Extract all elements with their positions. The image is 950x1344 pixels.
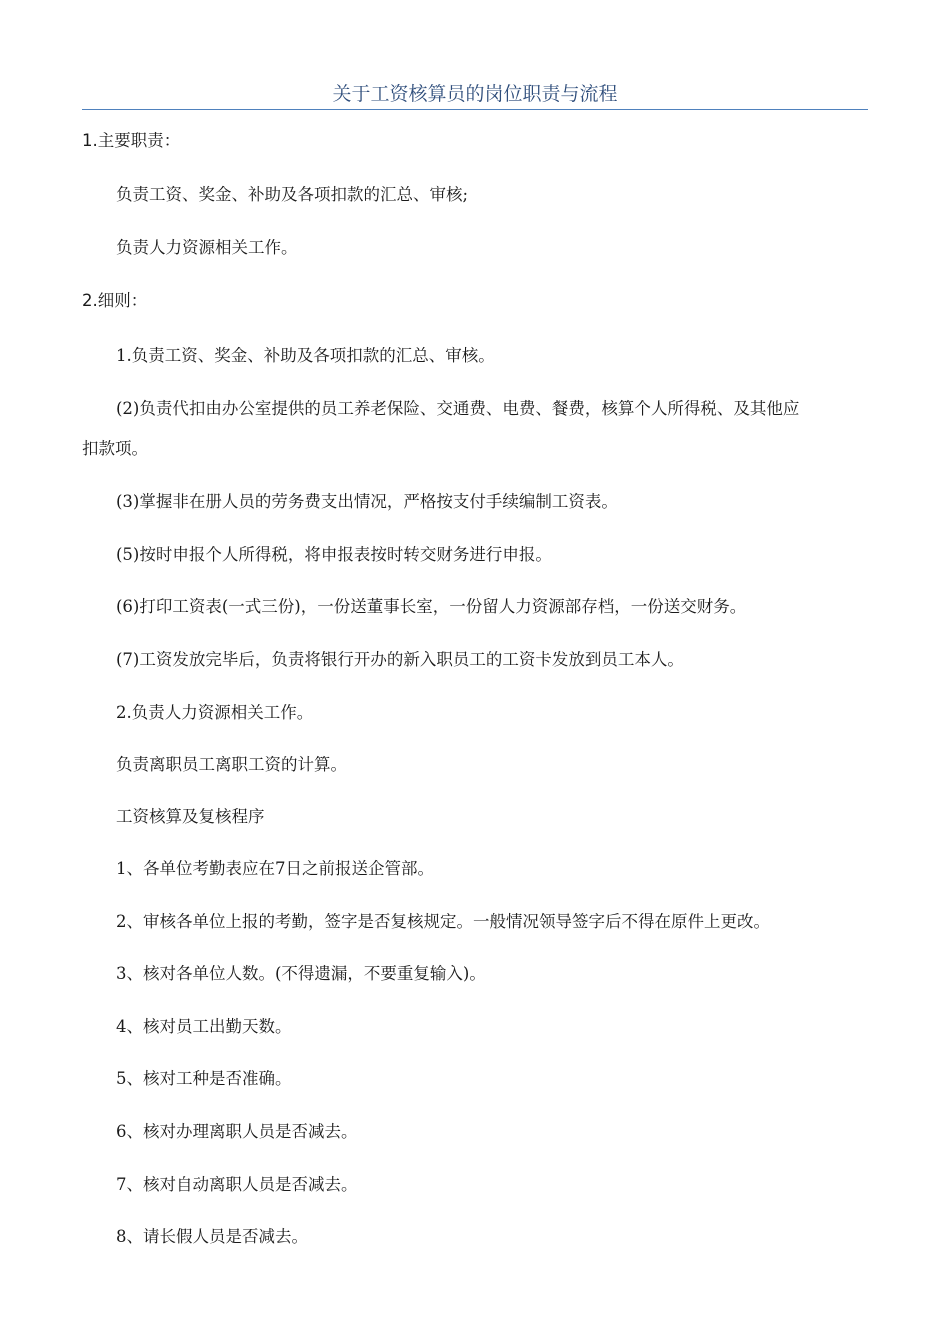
section-heading-2: 2.细则： <box>82 291 148 310</box>
detail-line: 工资核算及复核程序 <box>116 807 265 826</box>
title-underline <box>82 109 868 110</box>
detail-line: (3)掌握非在册人员的劳务费支出情况，严格按支付手续编制工资表。 <box>116 492 618 511</box>
detail-line: 2、审核各单位上报的考勤，签字是否复核规定。一般情况领导签字后不得在原件上更改。 <box>116 912 770 931</box>
detail-line: 负责离职员工离职工资的计算。 <box>116 755 347 774</box>
detail-line: (2)负责代扣由办公室提供的员工养老保险、交通费、电费、餐费，核算个人所得税、及其他应 <box>116 399 800 418</box>
detail-line: (5)按时申报个人所得税，将申报表按时转交财务进行申报。 <box>116 545 552 564</box>
detail-line: 7、核对自动离职人员是否减去。 <box>116 1175 358 1194</box>
duty-line: 负责工资、奖金、补助及各项扣款的汇总、审核; <box>116 185 469 204</box>
detail-line: (6)打印工资表(一式三份)，一份送董事长室，一份留人力资源部存档，一份送交财务。 <box>116 597 747 616</box>
detail-line: 3、核对各单位人数。(不得遗漏，不要重复输入)。 <box>116 964 486 983</box>
detail-line: 2.负责人力资源相关工作。 <box>116 703 314 722</box>
detail-line: 1.负责工资、奖金、补助及各项扣款的汇总、审核。 <box>116 346 495 365</box>
detail-line: 4、核对员工出勤天数。 <box>116 1017 292 1036</box>
detail-line: 扣款项。 <box>82 439 148 458</box>
duty-line: 负责人力资源相关工作。 <box>116 238 298 257</box>
section-heading-1: 1.主要职责： <box>82 131 181 150</box>
document-title: 关于工资核算员的岗位职责与流程 <box>332 83 618 105</box>
detail-line: 1、各单位考勤表应在7日之前报送企管部。 <box>116 859 434 878</box>
detail-line: 8、请长假人员是否减去。 <box>116 1227 308 1246</box>
detail-line: (7)工资发放完毕后，负责将银行开办的新入职员工的工资卡发放到员工本人。 <box>116 650 684 669</box>
detail-line: 6、核对办理离职人员是否减去。 <box>116 1122 358 1141</box>
detail-line: 5、核对工种是否准确。 <box>116 1069 292 1088</box>
